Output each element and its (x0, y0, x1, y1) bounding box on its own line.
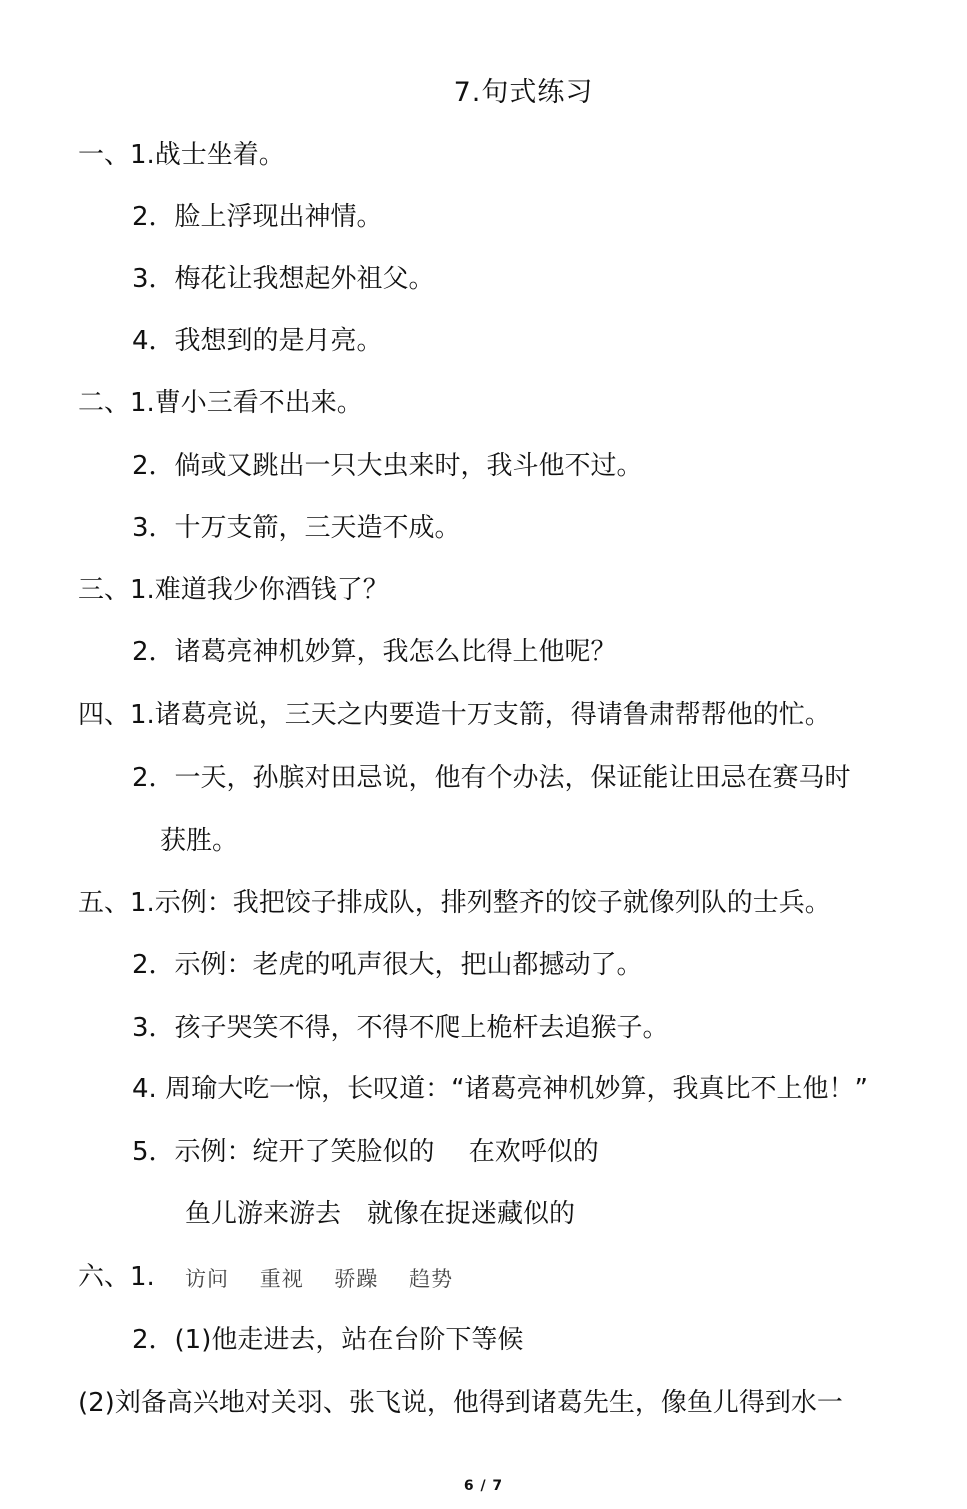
answer-line: 二、1.曹小三看不出来。 (78, 388, 363, 418)
answer-line: 4．我想到的是月亮。 (132, 326, 383, 356)
answer-line: 获胜。 (160, 826, 239, 856)
answer-line: 2．(1)他走进去，站在台阶下等候 (132, 1325, 524, 1355)
word-item: 骄躁 (334, 1267, 379, 1291)
answer-line: 4. 周瑜大吃一惊，长叹道：“诸葛亮神机妙算，我真比不上他！” (132, 1074, 869, 1104)
page-number: 6 / 7 (463, 1478, 504, 1494)
answer-line: 2．示例：老虎的吼声很大，把山都撼动了。 (132, 950, 643, 980)
page-title: 7.句式练习 (453, 77, 594, 108)
answer-line: 3．孩子哭笑不得，不得不爬上桅杆去追猴子。 (132, 1013, 669, 1043)
answer-line: 四、1.诸葛亮说，三天之内要造十万支箭，得请鲁肃帮帮他的忙。 (78, 700, 831, 730)
answer-line: 一、1.战士坐着。 (78, 140, 285, 170)
answer-line: 2．诸葛亮神机妙算，我怎么比得上他呢？ (132, 637, 617, 667)
answer-line: 三、1.难道我少你酒钱了？ (78, 575, 389, 605)
answer-line: (2)刘备高兴地对关羽、张飞说，他得到诸葛先生，像鱼儿得到水一 (78, 1388, 843, 1418)
answer-line: 2．一天，孙膑对田忌说，他有个办法，保证能让田忌在赛马时 (132, 763, 851, 793)
answer-line: 3．十万支箭，三天造不成。 (132, 513, 461, 543)
answer-line: 2．脸上浮现出神情。 (132, 202, 383, 232)
answer-line: 2．倘或又跳出一只大虫来时，我斗他不过。 (132, 451, 643, 481)
answer-line: 鱼儿游来游去 就像在捉迷藏似的 (185, 1199, 576, 1229)
word-item: 重视 (259, 1267, 304, 1291)
word-item: 访问 (185, 1267, 229, 1291)
answer-line: 六、1. (78, 1262, 155, 1292)
answer-line: 5．示例：绽开了笑脸似的 在欢呼似的 (132, 1137, 599, 1167)
word-item: 趋势 (409, 1267, 454, 1291)
answer-line: 五、1.示例：我把饺子排成队，排列整齐的饺子就像列队的士兵。 (78, 888, 831, 918)
word-image (185, 1259, 453, 1299)
answer-line: 3．梅花让我想起外祖父。 (132, 264, 435, 294)
